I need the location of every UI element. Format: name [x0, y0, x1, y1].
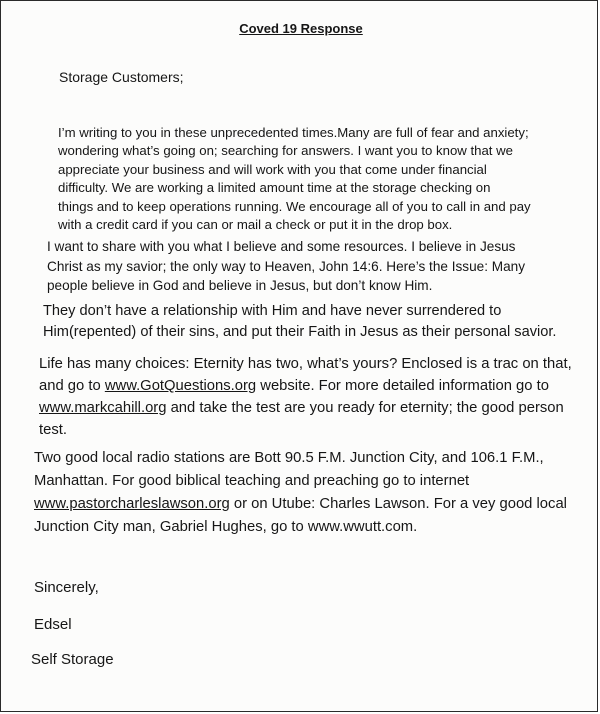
text-line: Christ as my savior; the only way to Heaven, John 14:6. Here’s the Issue: Many — [47, 258, 526, 274]
paragraph-choices — [39, 353, 572, 441]
text-line — [39, 375, 572, 397]
text-line — [34, 493, 567, 516]
text-line: Two good local radio stations are Bott 90.5 F.M. Junction City, and 106.1 F.M., — [34, 450, 544, 466]
text-segment: and go to — [39, 378, 105, 394]
text-line: Manhattan. For good biblical teaching and preaching go to internet — [34, 473, 470, 489]
text-segment: or on Utube: Charles Lawson. For a vey good local — [229, 496, 567, 512]
text-line: difficulty. We are working a limited amount time at the storage checking on — [58, 180, 491, 196]
paragraph-relationship — [43, 301, 556, 343]
pastorcharleslawson-link[interactable]: www.pastorcharleslawson.org — [34, 496, 230, 512]
paragraph-intro — [58, 124, 531, 234]
closing: Sincerely, — [34, 579, 99, 596]
signer-name: Edsel — [34, 616, 72, 633]
text-line: wondering what’s going on; searching for answers. I want you to know that we — [58, 143, 513, 159]
text-line: things and to keep operations running. We encourage all of you to call in and pay — [58, 198, 531, 214]
text-segment: and take the test are you ready for eternity; the good person — [166, 400, 564, 416]
text-line: test. — [39, 422, 67, 438]
salutation: Storage Customers; — [59, 69, 184, 85]
company-name: Self Storage — [31, 651, 114, 668]
text-line: Life has many choices: Eternity has two, what’s yours? Enclosed is a trac on that, — [39, 356, 572, 372]
gotquestions-link[interactable]: www.GotQuestions.org — [104, 378, 257, 394]
text-line: I’m writing to you in these unprecedented times.Many are full of fear and anxiety; — [58, 125, 529, 140]
text-line: They don’t have a relationship with Him and have never surrendered to — [43, 303, 502, 319]
paragraph-belief — [47, 237, 525, 296]
text-line — [39, 397, 572, 419]
text-line: people believe in God and believe in Jesus, but don’t know Him. — [47, 278, 433, 294]
paragraph-resources — [34, 447, 567, 539]
text-line: I want to share with you what I believe and some resources. I believe in Jesus — [47, 239, 516, 254]
letter-title: Coved 19 Response — [239, 21, 363, 36]
text-line: with a credit card if you can or mail a check or put it in the drop box. — [58, 217, 453, 233]
text-line: Junction City man, Gabriel Hughes, go to www.wwutt.com. — [34, 519, 418, 535]
text-segment: website. For more detailed information go to — [256, 378, 549, 394]
markcahill-link[interactable]: www.markcahill.org — [39, 400, 167, 416]
text-line: Him(repented) of their sins, and put their Faith in Jesus as their personal savior. — [43, 324, 557, 340]
text-line: appreciate your business and will work with you that come under financial — [58, 161, 487, 177]
